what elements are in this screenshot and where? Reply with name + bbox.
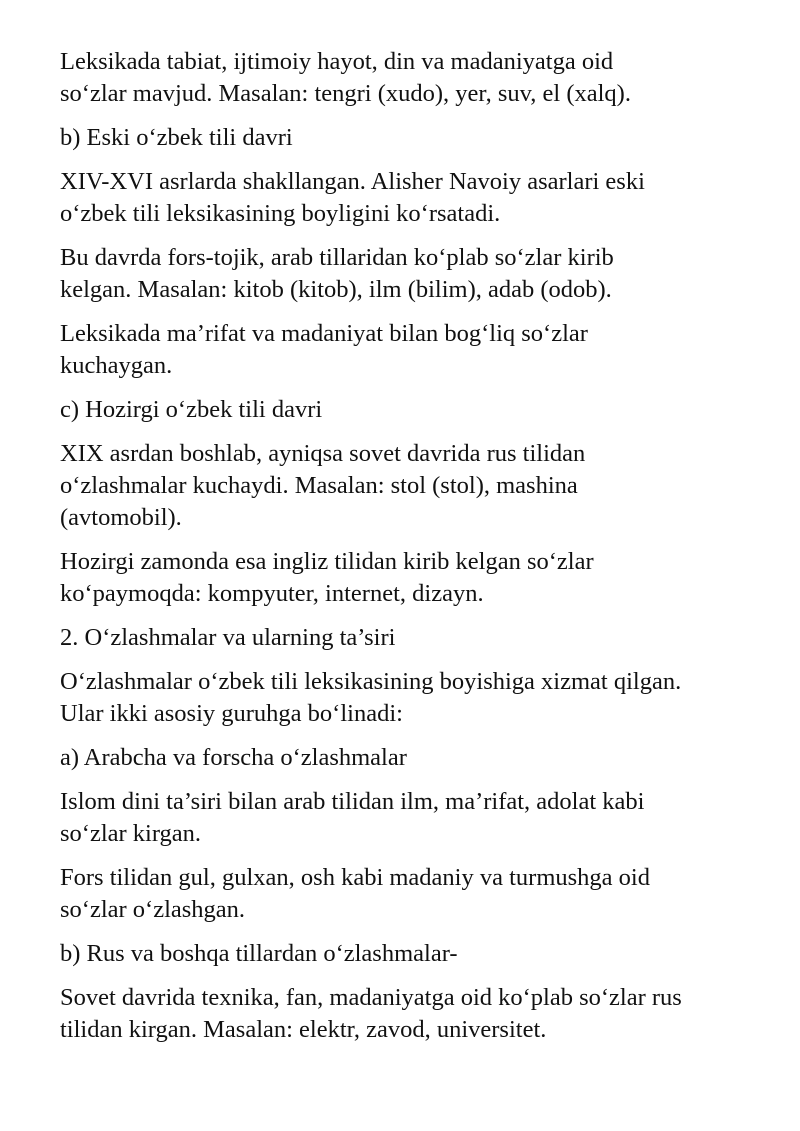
text-line: o‘zlashmalar kuchaydi. Masalan: stol (stol), mashina: [60, 472, 578, 499]
text-line: Ular ikki asosiy guruhga bo‘linadi:: [60, 700, 403, 727]
heading-ozlashmalar-tasiri: [60, 622, 760, 654]
text-line: XIX asrdan boshlab, ayniqsa sovet davrida rus tilidan: [60, 440, 586, 467]
paragraph-leksika-tabiat: [60, 46, 760, 110]
paragraph-sovet-davrida: [60, 982, 760, 1046]
text-line: Hozirgi zamonda esa ingliz tilidan kirib kelgan so‘zlar: [60, 548, 594, 575]
heading-hozirgi-ozbek-tili: [60, 394, 760, 426]
paragraph-ingliz-tili: [60, 546, 760, 610]
document-page: [60, 46, 760, 1058]
text-line: kuchaygan.: [60, 352, 173, 379]
heading-arabcha-forscha: [60, 742, 760, 774]
text-line: b) Rus va boshqa tillardan o‘zlashmalar-: [60, 940, 458, 967]
text-line: a) Arabcha va forscha o‘zlashmalar: [60, 744, 407, 771]
paragraph-islom-arab: [60, 786, 760, 850]
text-line: Sovet davrida texnika, fan, madaniyatga oid ko‘plab so‘zlar rus: [60, 984, 682, 1011]
heading-eski-ozbek-tili: [60, 122, 760, 154]
text-line: 2. O‘zlashmalar va ularning ta’siri: [60, 624, 396, 651]
text-line: kelgan. Masalan: kitob (kitob), ilm (bilim), adab (odob).: [60, 276, 612, 303]
text-line: b) Eski o‘zbek tili davri: [60, 124, 293, 151]
text-line: o‘zbek tili leksikasining boyligini ko‘rsatadi.: [60, 200, 501, 227]
text-line: c) Hozirgi o‘zbek tili davri: [60, 396, 323, 423]
paragraph-marifat-madaniyat: [60, 318, 760, 382]
text-line: so‘zlar kirgan.: [60, 820, 202, 847]
paragraph-xiv-xvi-asrlar: [60, 166, 760, 230]
text-line: (avtomobil).: [60, 504, 182, 531]
text-line: Fors tilidan gul, gulxan, osh kabi madaniy va turmushga oid: [60, 864, 650, 891]
text-line: Leksikada ma’rifat va madaniyat bilan bog‘liq so‘zlar: [60, 320, 588, 347]
text-line: Bu davrda fors-tojik, arab tillaridan ko‘plab so‘zlar kirib: [60, 244, 614, 271]
text-line: Islom dini ta’siri bilan arab tilidan ilm, ma’rifat, adolat kabi: [60, 788, 645, 815]
paragraph-xix-asr-rus: [60, 438, 760, 534]
text-line: so‘zlar o‘zlashgan.: [60, 896, 246, 923]
text-line: XIV-XVI asrlarda shakllangan. Alisher Navoiy asarlari eski: [60, 168, 645, 195]
paragraph-ozlashmalar-boyish: [60, 666, 760, 730]
text-line: ko‘paymoqda: kompyuter, internet, dizayn.: [60, 580, 484, 607]
paragraph-fors-tilidan: [60, 862, 760, 926]
paragraph-fors-tojik-arab: [60, 242, 760, 306]
heading-rus-boshqa-tillar: [60, 938, 760, 970]
text-line: so‘zlar mavjud. Masalan: tengri (xudo), yer, suv, el (xalq).: [60, 80, 631, 107]
text-line: tilidan kirgan. Masalan: elektr, zavod, universitet.: [60, 1016, 547, 1043]
text-line: O‘zlashmalar o‘zbek tili leksikasining boyishiga xizmat qilgan.: [60, 668, 682, 695]
text-line: Leksikada tabiat, ijtimoiy hayot, din va madaniyatga oid: [60, 48, 614, 75]
